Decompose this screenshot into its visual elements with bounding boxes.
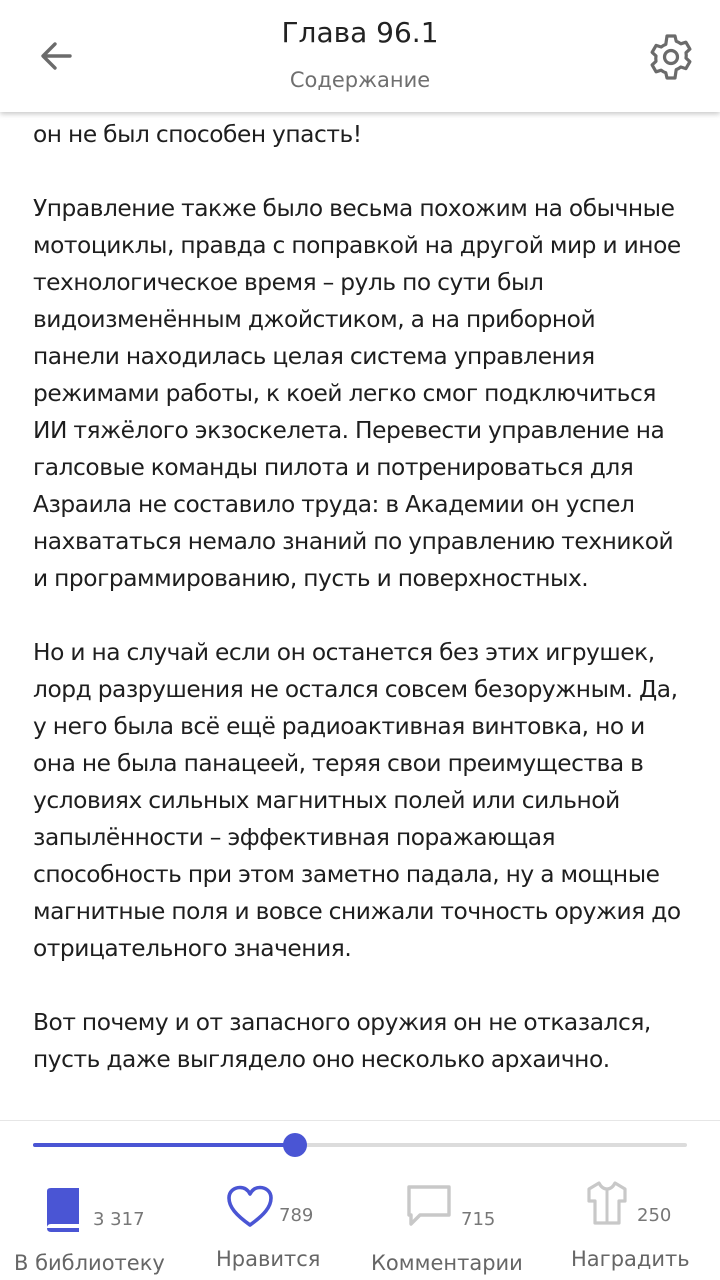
reward-label: Наградить: [571, 1247, 690, 1271]
paragraph: Управление также было весьма похожим на обычные мотоциклы, правда с поправкой на другой мир и иное технологическое время – руль по сути был видоизменённым джойстиком, а на приборной панели находилась целая система управления режимами работы, к коей легко смог подключиться ИИ тяжёлого экзоскелета. Перевести управление на галсовые команды пилота и потренироваться для Азраила не составило труда: в Академии он успел нахвататься немало знаний по управлению техникой и программированию, пусть и поверхностных.: [33, 195, 681, 592]
like-label: Нравится: [216, 1247, 321, 1271]
top-app-bar: [0, 0, 720, 112]
gift-shirt-icon: [586, 1181, 628, 1225]
reward-button[interactable]: [560, 1179, 720, 1279]
table-of-contents-link[interactable]: Содержание: [289, 68, 431, 92]
add-to-library-button[interactable]: [0, 1179, 190, 1279]
heart-icon: [226, 1185, 274, 1229]
comments-count: 715: [461, 1209, 496, 1230]
chapter-title: Глава 96.1: [281, 16, 439, 49]
reading-progress-fill: [33, 1143, 295, 1147]
paragraph: Но и на случай если он останется без этих игрушек, лорд разрушения не остался совсем безоружным. Да, у него была всё ещё радиоактивная винтовка, но и она не была панацеей, теряя свои преимущества в условиях сильных магнитных полей или сильной запылённости – эффективная поражающая способность при этом заметно падала, ну а мощные магнитные поля и вовсе снижали точность оружия до отрицательного значения.: [33, 639, 681, 962]
library-count: 3 317: [93, 1209, 145, 1230]
like-count: 789: [279, 1205, 314, 1226]
comment-icon: [406, 1183, 452, 1229]
gear-icon: [646, 32, 696, 82]
paragraph: он не был способен упасть!: [33, 121, 362, 148]
reading-progress-slider[interactable]: [33, 1143, 687, 1147]
bottom-action-bar: [0, 1120, 720, 1280]
settings-button[interactable]: [644, 30, 698, 84]
paragraph: Вот почему и от запасного оружия он не отказался, пусть даже выглядело оно несколько архаично.: [33, 1009, 651, 1073]
like-button[interactable]: [200, 1179, 350, 1279]
reward-count: 250: [637, 1205, 672, 1226]
comments-label: Комментарии: [371, 1251, 523, 1275]
library-label: В библиотеку: [14, 1251, 165, 1275]
comments-button[interactable]: [360, 1179, 550, 1279]
book-icon: [42, 1187, 82, 1233]
chapter-text-area[interactable]: [0, 112, 720, 1120]
reading-progress-thumb[interactable]: [283, 1133, 307, 1157]
